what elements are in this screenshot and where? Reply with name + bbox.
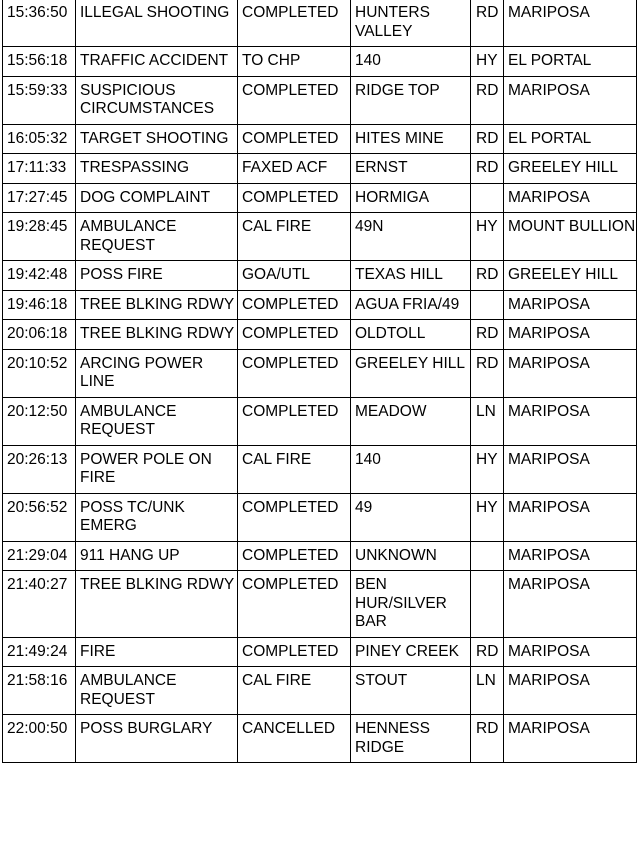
table-row xyxy=(3,76,637,124)
table-row xyxy=(3,349,637,397)
incident-disposition: COMPLETED xyxy=(238,76,351,124)
table-row xyxy=(3,183,637,213)
incident-time: 21:49:24 xyxy=(3,637,76,667)
incident-type: AMBULANCE REQUEST xyxy=(76,667,238,715)
incident-city: MARIPOSA xyxy=(504,290,637,320)
incident-location: HUNTERS VALLEY xyxy=(351,0,471,47)
incident-city: MOUNT BULLION xyxy=(504,213,637,261)
incident-time: 17:27:45 xyxy=(3,183,76,213)
incident-disposition: COMPLETED xyxy=(238,183,351,213)
incident-location: 49 xyxy=(351,493,471,541)
street-suffix: RD xyxy=(471,261,504,291)
incident-time: 21:40:27 xyxy=(3,571,76,638)
incident-location: RIDGE TOP xyxy=(351,76,471,124)
incident-time: 20:26:13 xyxy=(3,445,76,493)
incident-disposition: CAL FIRE xyxy=(238,667,351,715)
incident-time: 19:46:18 xyxy=(3,290,76,320)
street-suffix: RD xyxy=(471,320,504,350)
incident-type: DOG COMPLAINT xyxy=(76,183,238,213)
incident-disposition: COMPLETED xyxy=(238,397,351,445)
incident-type: ARCING POWER LINE xyxy=(76,349,238,397)
incident-time: 16:05:32 xyxy=(3,124,76,154)
table-row xyxy=(3,493,637,541)
incident-location: 140 xyxy=(351,47,471,77)
incident-location: TEXAS HILL xyxy=(351,261,471,291)
incident-time: 20:06:18 xyxy=(3,320,76,350)
incident-city: MARIPOSA xyxy=(504,320,637,350)
incident-time: 15:36:50 xyxy=(3,0,76,47)
table-row xyxy=(3,261,637,291)
incident-time: 19:42:48 xyxy=(3,261,76,291)
incident-location: 49N xyxy=(351,213,471,261)
incident-time: 19:28:45 xyxy=(3,213,76,261)
table-row xyxy=(3,571,637,638)
incident-type: AMBULANCE REQUEST xyxy=(76,397,238,445)
incident-type: POSS FIRE xyxy=(76,261,238,291)
incident-location: BEN HUR/SILVER BAR xyxy=(351,571,471,638)
table-row xyxy=(3,541,637,571)
incident-type: 911 HANG UP xyxy=(76,541,238,571)
incident-city: MARIPOSA xyxy=(504,76,637,124)
street-suffix: HY xyxy=(471,445,504,493)
incident-disposition: COMPLETED xyxy=(238,349,351,397)
incident-city: MARIPOSA xyxy=(504,667,637,715)
street-suffix xyxy=(471,290,504,320)
incident-type: POWER POLE ON FIRE xyxy=(76,445,238,493)
incident-disposition: COMPLETED xyxy=(238,124,351,154)
table-row xyxy=(3,667,637,715)
incident-type: ILLEGAL SHOOTING xyxy=(76,0,238,47)
incident-city: EL PORTAL xyxy=(504,124,637,154)
incident-location: 140 xyxy=(351,445,471,493)
incident-disposition: COMPLETED xyxy=(238,493,351,541)
street-suffix: LN xyxy=(471,667,504,715)
street-suffix: HY xyxy=(471,47,504,77)
table-row xyxy=(3,715,637,763)
incident-time: 17:11:33 xyxy=(3,154,76,184)
incident-type: POSS TC/UNK EMERG xyxy=(76,493,238,541)
incident-disposition: CAL FIRE xyxy=(238,445,351,493)
incident-log-body xyxy=(3,0,637,763)
table-row xyxy=(3,124,637,154)
incident-disposition: GOA/UTL xyxy=(238,261,351,291)
incident-city: MARIPOSA xyxy=(504,397,637,445)
street-suffix: RD xyxy=(471,349,504,397)
street-suffix: RD xyxy=(471,124,504,154)
incident-disposition: CANCELLED xyxy=(238,715,351,763)
incident-log-table xyxy=(2,0,637,763)
incident-location: AGUA FRIA/49 xyxy=(351,290,471,320)
street-suffix: RD xyxy=(471,715,504,763)
incident-disposition: TO CHP xyxy=(238,47,351,77)
incident-type: FIRE xyxy=(76,637,238,667)
incident-disposition: COMPLETED xyxy=(238,290,351,320)
table-row xyxy=(3,154,637,184)
street-suffix xyxy=(471,183,504,213)
incident-type: AMBULANCE REQUEST xyxy=(76,213,238,261)
incident-city: MARIPOSA xyxy=(504,541,637,571)
incident-city: GREELEY HILL xyxy=(504,154,637,184)
incident-time: 15:56:18 xyxy=(3,47,76,77)
incident-disposition: FAXED ACF xyxy=(238,154,351,184)
street-suffix xyxy=(471,571,504,638)
street-suffix: HY xyxy=(471,213,504,261)
incident-city: GREELEY HILL xyxy=(504,261,637,291)
incident-time: 20:56:52 xyxy=(3,493,76,541)
incident-location: PINEY CREEK xyxy=(351,637,471,667)
incident-time: 15:59:33 xyxy=(3,76,76,124)
incident-disposition: CAL FIRE xyxy=(238,213,351,261)
incident-location: UNKNOWN xyxy=(351,541,471,571)
incident-time: 21:29:04 xyxy=(3,541,76,571)
street-suffix: RD xyxy=(471,154,504,184)
incident-city: MARIPOSA xyxy=(504,445,637,493)
incident-city: MARIPOSA xyxy=(504,349,637,397)
table-row xyxy=(3,47,637,77)
incident-city: MARIPOSA xyxy=(504,715,637,763)
table-row xyxy=(3,637,637,667)
incident-location: GREELEY HILL xyxy=(351,349,471,397)
incident-time: 20:10:52 xyxy=(3,349,76,397)
incident-location: HENNESS RIDGE xyxy=(351,715,471,763)
incident-location: STOUT xyxy=(351,667,471,715)
table-row xyxy=(3,397,637,445)
incident-city: MARIPOSA xyxy=(504,183,637,213)
street-suffix: HY xyxy=(471,493,504,541)
incident-type: POSS BURGLARY xyxy=(76,715,238,763)
incident-city: MARIPOSA xyxy=(504,571,637,638)
incident-location: OLDTOLL xyxy=(351,320,471,350)
incident-city: MARIPOSA xyxy=(504,493,637,541)
incident-time: 21:58:16 xyxy=(3,667,76,715)
incident-city: MARIPOSA xyxy=(504,0,637,47)
table-row xyxy=(3,213,637,261)
incident-disposition: COMPLETED xyxy=(238,637,351,667)
incident-disposition: COMPLETED xyxy=(238,320,351,350)
table-row xyxy=(3,0,637,47)
incident-disposition: COMPLETED xyxy=(238,0,351,47)
incident-city: EL PORTAL xyxy=(504,47,637,77)
incident-time: 22:00:50 xyxy=(3,715,76,763)
incident-location: MEADOW xyxy=(351,397,471,445)
incident-disposition: COMPLETED xyxy=(238,571,351,638)
incident-type: TREE BLKING RDWY xyxy=(76,290,238,320)
street-suffix: RD xyxy=(471,637,504,667)
incident-type: TRAFFIC ACCIDENT xyxy=(76,47,238,77)
incident-location: HORMIGA xyxy=(351,183,471,213)
incident-location: HITES MINE xyxy=(351,124,471,154)
street-suffix: RD xyxy=(471,0,504,47)
incident-type: TREE BLKING RDWY xyxy=(76,571,238,638)
street-suffix: RD xyxy=(471,76,504,124)
table-row xyxy=(3,290,637,320)
incident-type: SUSPICIOUS CIRCUMSTANCES xyxy=(76,76,238,124)
incident-type: TREE BLKING RDWY xyxy=(76,320,238,350)
street-suffix: LN xyxy=(471,397,504,445)
incident-city: MARIPOSA xyxy=(504,637,637,667)
incident-type: TRESPASSING xyxy=(76,154,238,184)
table-row xyxy=(3,320,637,350)
incident-disposition: COMPLETED xyxy=(238,541,351,571)
incident-type: TARGET SHOOTING xyxy=(76,124,238,154)
incident-location: ERNST xyxy=(351,154,471,184)
incident-time: 20:12:50 xyxy=(3,397,76,445)
table-row xyxy=(3,445,637,493)
street-suffix xyxy=(471,541,504,571)
